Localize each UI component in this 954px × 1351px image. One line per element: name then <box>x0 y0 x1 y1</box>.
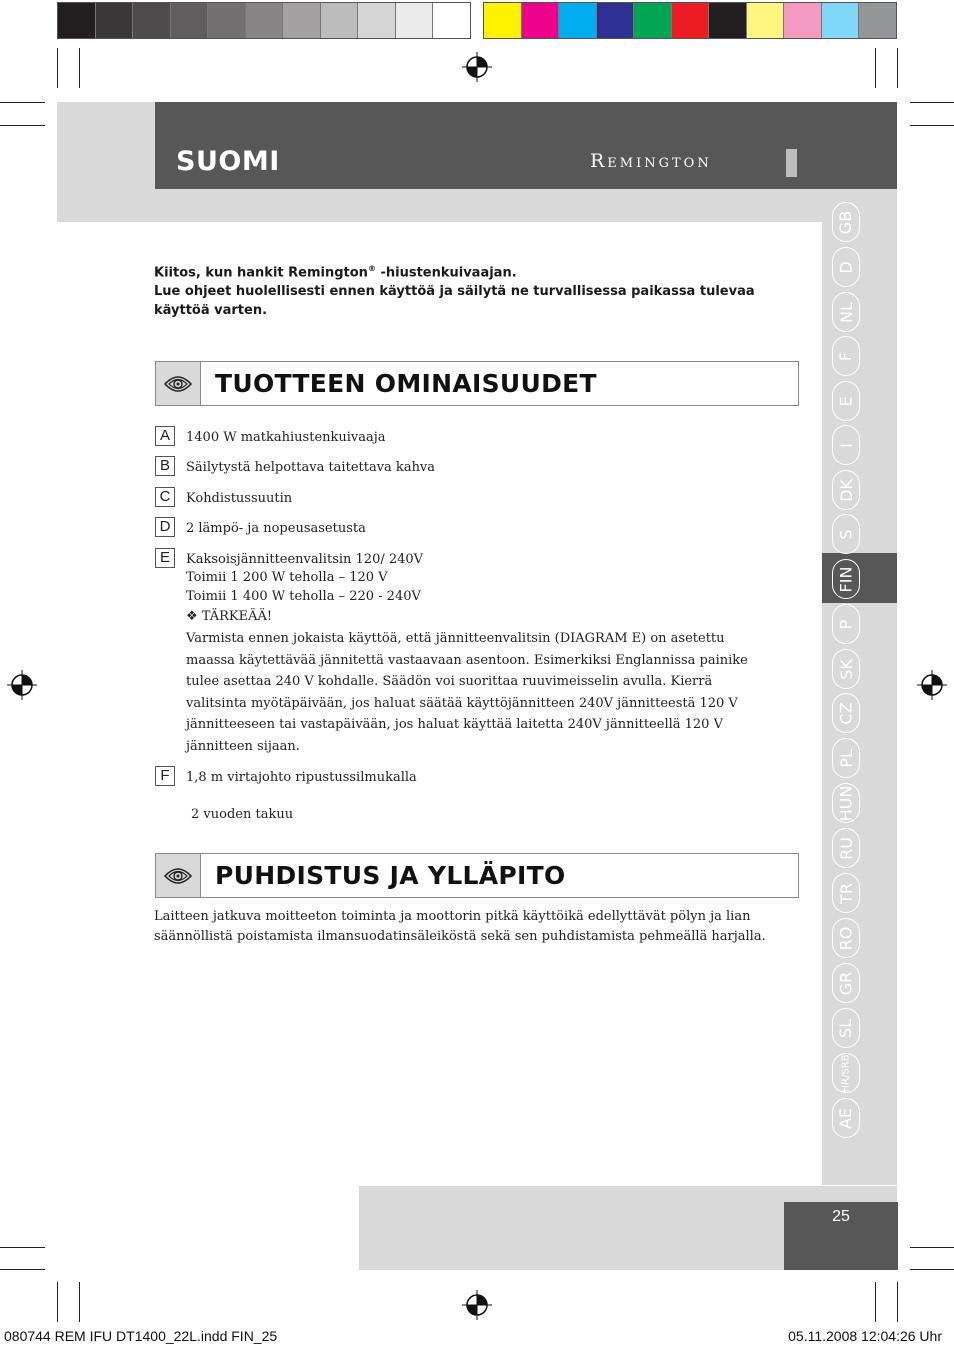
feature-text: Kohdistussuutin <box>186 491 293 506</box>
color-swatch <box>246 3 284 38</box>
language-code: P <box>836 619 856 629</box>
color-swatch <box>597 3 635 38</box>
feature-letter: A <box>155 426 175 446</box>
color-swatch <box>747 3 785 38</box>
color-swatch <box>133 3 171 38</box>
feature-text: 1,8 m virtajohto ripustussilmukalla <box>186 770 417 785</box>
feature-text: Säilytystä helpottava taitettava kahva <box>186 460 436 475</box>
section-title: TUOTTEEN OMINAISUUDET <box>215 369 597 398</box>
color-swatch <box>859 3 896 38</box>
registered-mark: ® <box>367 264 376 273</box>
crop-mark <box>910 125 954 126</box>
language-code: S <box>836 528 856 540</box>
language-code: HR/SRB <box>840 1054 852 1092</box>
crop-mark <box>910 102 954 103</box>
language-tab-sk[interactable] <box>832 649 860 689</box>
warning-line <box>186 606 786 628</box>
crop-mark <box>875 1282 876 1322</box>
crop-mark <box>0 1247 45 1248</box>
registration-mark-icon <box>462 1290 492 1320</box>
feature-letter: F <box>155 766 175 786</box>
voltage-240-line: Toimii 1 400 W teholla – 220 - 240V <box>186 589 421 604</box>
file-slug: 080744 REM IFU DT1400_22L.indd FIN_25 <box>4 1328 278 1344</box>
language-code: RU <box>836 836 856 860</box>
language-tab-i[interactable] <box>832 425 860 465</box>
color-swatch <box>396 3 434 38</box>
language-tab-nl[interactable] <box>832 292 860 332</box>
page-number: 25 <box>832 1208 850 1225</box>
color-swatch <box>822 3 860 38</box>
intro-text <box>154 259 794 320</box>
color-swatch <box>709 3 747 38</box>
language-tab-e[interactable] <box>832 381 860 421</box>
language-tab-gb[interactable] <box>832 202 860 242</box>
language-code: SL <box>836 1018 856 1038</box>
feature-letter: C <box>155 487 175 507</box>
language-tab-tr[interactable] <box>832 873 860 913</box>
language-code: AE <box>836 1107 856 1129</box>
cleaning-text: Laitteen jatkuva moitteeton toiminta ja moottorin pitkä käyttöikä edellyttävät pölyn ja lian säännöllistä poistamista ilmansuodatinsäleiköstä sekä sen puhdistamista pehmeällä harjalla. <box>154 909 766 944</box>
color-swatch <box>522 3 560 38</box>
crop-mark <box>910 1269 954 1270</box>
language-code: E <box>836 395 856 407</box>
warning-paragraph: Varmista ennen jokaista käyttöä, että jännitteenvalitsin (DIAGRAM E) on asetettu maassa käytettävää jännitettä vastaavaan asentoon. Esimerkiksi Englannissa painike tulee asettaa 240 V kohdalle. Säädön voi suorittaa ruuvimeisselin avulla. Kierrä valitsinta myötäpäivään, jos haluat säätää käyttöjännitteen 240V jännitteestä 120 V jännitteeseen tai vastapäivään, jos haluat käyttää laitetta 240V jännitteellä 120 V jännitteen sijaan. <box>186 631 748 754</box>
warning-icon: ❖ <box>186 609 198 624</box>
crop-mark <box>79 48 80 88</box>
intro-thanks: Kiitos, kun hankit Remington <box>154 265 368 281</box>
feature-text: Kaksoisjännitteenvalitsin 120/ 240V <box>186 552 424 567</box>
color-bar-process <box>483 2 897 39</box>
color-swatch <box>559 3 597 38</box>
feature-letter: E <box>155 548 175 568</box>
warning-label: TÄRKEÄÄ! <box>201 609 273 624</box>
section-title: PUHDISTUS JA YLLÄPITO <box>215 861 566 890</box>
language-code: I <box>836 442 856 448</box>
language-code: PL <box>836 748 856 768</box>
language-code: DK <box>836 478 856 502</box>
language-tab-ae[interactable] <box>832 1098 860 1138</box>
feature-text: 1400 W matkahiustenkuivaaja <box>186 430 386 445</box>
language-tab-cz[interactable] <box>832 693 860 733</box>
crop-mark <box>897 1282 898 1322</box>
registration-mark-icon <box>917 670 947 700</box>
date-slug: 05.11.2008 12:04:26 Uhr <box>788 1328 942 1344</box>
language-tab-f[interactable] <box>832 336 860 376</box>
language-code: GR <box>836 971 856 995</box>
language-tab-pl[interactable] <box>832 738 860 778</box>
crop-mark <box>875 48 876 88</box>
language-tab-dk[interactable] <box>832 470 860 510</box>
language-code: NL <box>836 301 856 323</box>
section-heading-features <box>155 361 799 406</box>
language-code: RO <box>836 926 856 950</box>
language-code: FIN <box>836 566 856 592</box>
color-swatch <box>784 3 822 38</box>
color-swatch <box>208 3 246 38</box>
crop-mark <box>897 48 898 88</box>
language-code: HUN <box>836 785 856 821</box>
color-swatch <box>283 3 321 38</box>
color-swatch <box>672 3 710 38</box>
brand-logo: Remington <box>590 150 712 172</box>
language-tab-ru[interactable] <box>832 828 860 868</box>
section-heading-cleaning <box>155 853 799 898</box>
page-title: SUOMI <box>176 146 280 177</box>
language-tab-gr[interactable] <box>832 963 860 1003</box>
language-tab-hr-srb[interactable] <box>832 1053 860 1093</box>
crop-mark <box>57 48 58 88</box>
color-swatch <box>634 3 672 38</box>
feature-e-details <box>186 568 786 757</box>
warranty-text: 2 vuoden takuu <box>191 807 294 822</box>
color-swatch <box>433 3 470 38</box>
language-code: SK <box>836 658 856 680</box>
crop-mark <box>0 102 45 103</box>
color-swatch <box>58 3 96 38</box>
crop-mark <box>0 125 45 126</box>
crop-mark <box>910 1247 954 1248</box>
intro-product: -hiustenkuivaajan. <box>375 265 517 281</box>
registration-mark-icon <box>7 670 37 700</box>
language-tab-p[interactable] <box>832 604 860 644</box>
language-code: GB <box>836 210 856 234</box>
color-swatch <box>171 3 209 38</box>
language-tab-ro[interactable] <box>832 918 860 958</box>
language-tab-hun[interactable] <box>832 783 860 823</box>
language-tab-sl[interactable] <box>832 1008 860 1048</box>
voltage-120-line: Toimii 1 200 W teholla – 120 V <box>186 570 388 585</box>
language-code: F <box>836 351 856 361</box>
crop-mark <box>0 1269 45 1270</box>
color-swatch <box>321 3 359 38</box>
feature-letter: D <box>155 517 175 537</box>
feature-letter: B <box>155 456 175 476</box>
color-swatch <box>358 3 396 38</box>
language-code: CZ <box>836 701 856 725</box>
eye-icon <box>156 854 201 897</box>
language-tab-d[interactable] <box>832 247 860 287</box>
registration-mark-icon <box>462 52 492 82</box>
language-code: D <box>836 260 856 274</box>
feature-text: 2 lämpö- ja nopeusasetusta <box>186 521 366 536</box>
color-bar-grayscale <box>57 2 471 39</box>
language-tab-s[interactable] <box>832 514 860 554</box>
color-swatch <box>484 3 522 38</box>
language-tab-fin[interactable] <box>832 559 860 599</box>
eye-icon <box>156 362 201 405</box>
intro-instructions: Lue ohjeet huolellisesti ennen käyttöä ja säilytä ne turvallisessa paikassa tulevaa käyttöä varten. <box>154 284 755 319</box>
crop-mark <box>79 1282 80 1322</box>
brand-bar <box>786 149 797 177</box>
color-swatch <box>96 3 134 38</box>
crop-mark <box>57 1282 58 1322</box>
language-code: TR <box>836 882 856 904</box>
